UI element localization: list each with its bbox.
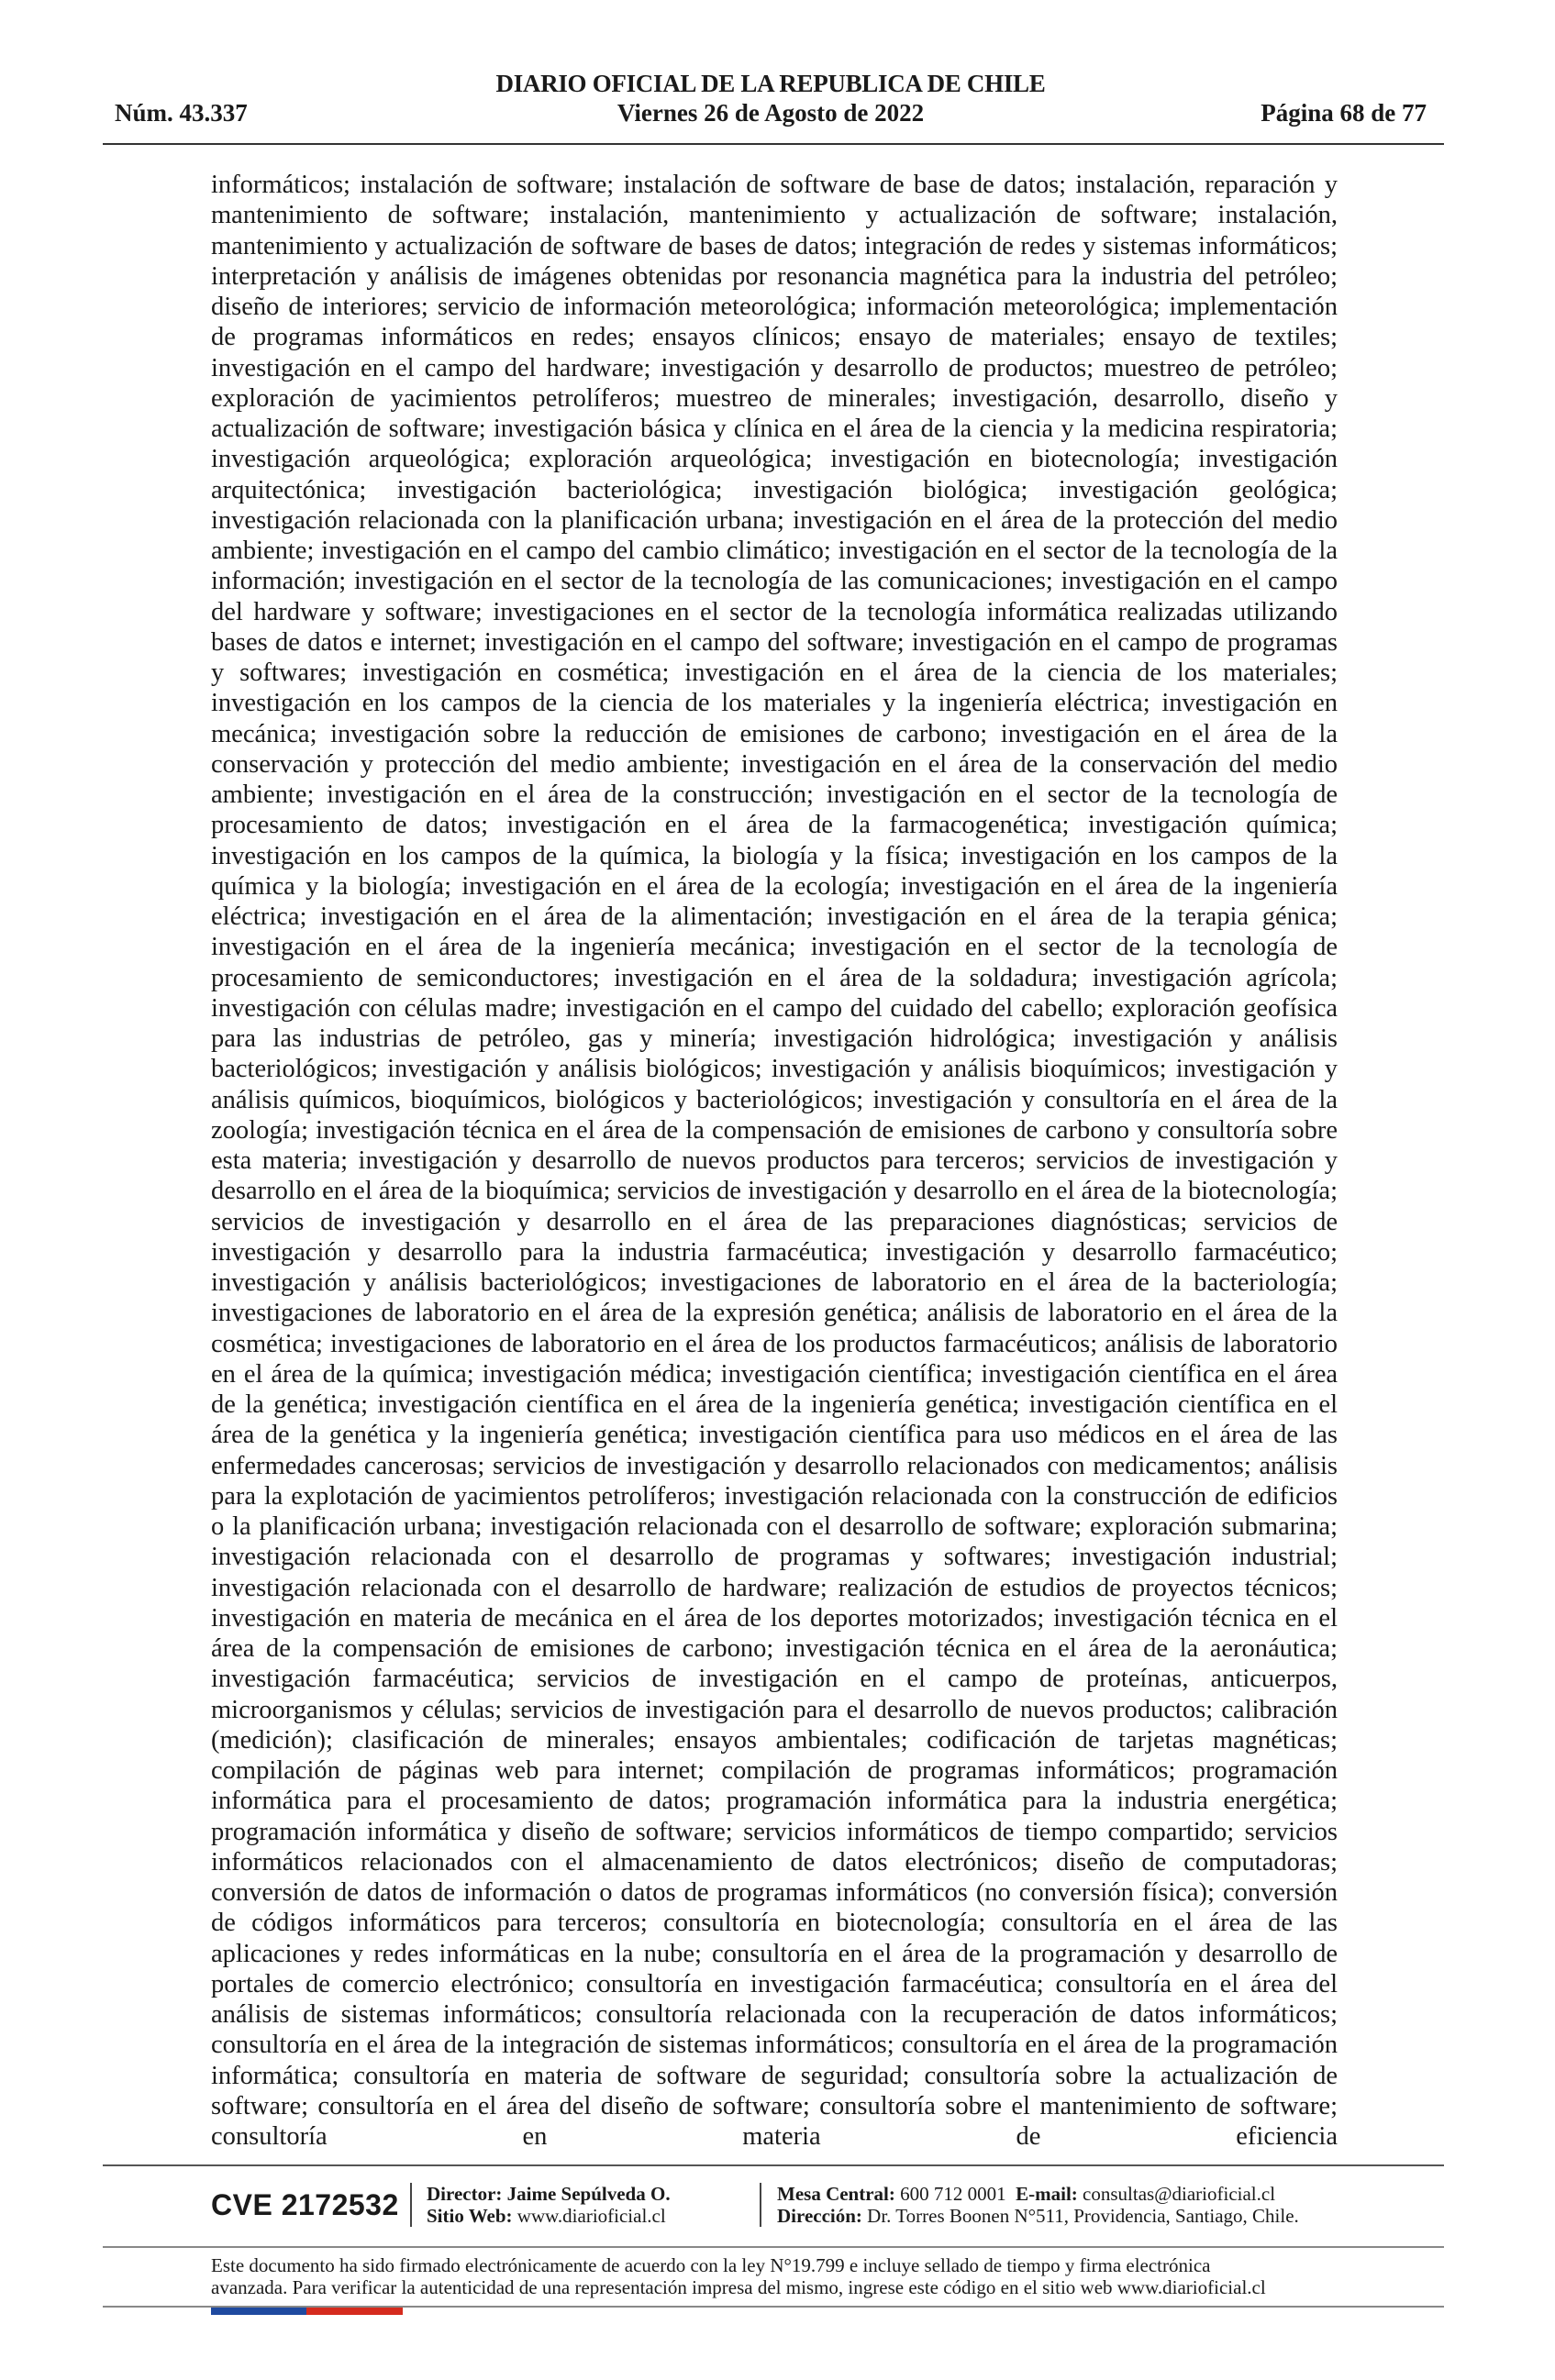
header-divider [103,143,1444,145]
gazette-title: DIARIO OFICIAL DE LA REPUBLICA DE CHILE [495,70,1046,97]
cve-code: CVE 2172532 [211,2188,399,2221]
page-header [115,70,1427,134]
flag-stripe-blue [211,2308,306,2315]
email-link[interactable]: consultas@diarioficial.cl [1083,2183,1276,2205]
address-text: Dr. Torres Boonen N°511, Providencia, Santiago, Chile. [867,2205,1299,2227]
footer-separator [760,2183,761,2227]
website-label: Sitio Web: [427,2205,513,2227]
legal-line: avanzada. Para verificar la autenticidad de una representación impresa del mismo, ingrese este código en el sitio web www.diarioficial.cl [211,2276,1266,2298]
contact-line [777,2183,1299,2205]
address-line [777,2205,1299,2227]
footer-divider-top [103,2164,1444,2166]
phone-number: 600 712 0001 [900,2183,1006,2205]
website-link[interactable]: www.diarioficial.cl [516,2205,666,2227]
issue-number: Núm. 43.337 [115,99,248,127]
page-footer [206,2175,1390,2249]
phone-label: Mesa Central: [777,2183,895,2205]
website-line [427,2205,671,2227]
body-paragraph: informáticos; instalación de software; instalación de software de base de datos; instalación, reparación y mantenimiento de software; instalación, mantenimiento y actualización de software; instalación, mantenimiento y actualización de software de bases de datos; integración de redes y sistemas informáticos; interpretación y análisis de imágenes obtenidas por resonancia magnética para la industria del petróleo; diseño de interiores; servicio de información meteorológica; información meteorológica; implementación de programas informáticos en redes; ensayos clínicos; ensayo de materiales; ensayo de textiles; investigación en el campo del hardware; investigación y desarrollo de productos; muestreo de petróleo; exploración de yacimientos petrolíferos; muestreo de minerales; investigación, desarrollo, diseño y actualización de software; investigación básica y clínica en el área de la ciencia y la medicina respiratoria; investigación arqueológica; exploración arqueológica; investigación en biotecnología; investigación arquitectónica; investigación bacteriológica; investigación biológica; investigación geológica; investigación relacionada con la planificación urbana; investigación en el área de la protección del medio ambiente; investigación en el campo del cambio climático; investigación en el sector de la tecnología de la información; investigación en el sector de la tecnología de las comunicaciones; investigación en el campo del hardware y software; investigaciones en el sector de la tecnología informática realizadas utilizando bases de datos e internet; investigación en el campo del software; investigación en el campo de programas y softwares; investigación en cosmética; investigación en el área de la ciencia de los materiales; investigación en los campos de la ciencia de los materiales y la ingeniería eléctrica; investigación en mecánica; investigación sobre la reducción de emisiones de carbono; investigación en el área de la conservación y protección del medio ambiente; investigación en el área de la conservación del medio ambiente; investigación en el área de la construcción; investigación en el sector de la tecnología de procesamiento de datos; investigación en el área de la farmacogenética; investigación química; investigación en los campos de la química, la biología y la física; investigación en los campos de la química y la biología; investigación en el área de la ecología; investigación en el área de la ingeniería eléctrica; investigación en el área de la alimentación; investigación en el área de la terapia génica; investigación en el área de la ingeniería mecánica; investigación en el sector de la tecnología de procesamiento de semiconductores; investigación en el área de la soldadura; investigación agrícola; investigación con células madre; investigación en el campo del cuidado del cabello; exploración geofísica para las industrias de petróleo, gas y minería; investigación hidrológica; investigación y análisis bacteriológicos; investigación y análisis biológicos; investigación y análisis bioquímicos; investigación y análisis químicos, bioquímicos, biológicos y bacteriológicos; investigación y consultoría en el área de la zoología; investigación técnica en el área de la compensación de emisiones de carbono y consultoría sobre esta materia; investigación y desarrollo de nuevos productos para terceros; servicios de investigación y desarrollo en el área de la bioquímica; servicios de investigación y desarrollo en el área de la biotecnología; servicios de investigación y desarrollo en el área de las preparaciones diagnósticas; servicios de investigación y desarrollo para la industria farmacéutica; investigación y desarrollo farmacéutico; investigación y análisis bacteriológicos; investigaciones de laboratorio en el área de la bacteriología; investigaciones de laboratorio en el área de la expresión genética; análisis de laboratorio en el área de la cosmética; investigaciones de laboratorio en el área de los productos farmacéuticos; análisis de laboratorio en el área de la química; investigación médica; investigación científica; investigación científica en el área de la genética; investigación científica en el área de la ingeniería genética; investigación científica en el área de la genética y la ingeniería genética; investigación científica para uso médicos en el área de las enfermedades cancerosas; servicios de investigación y desarrollo relacionados con medicamentos; análisis para la explotación de yacimientos petrolíferos; investigación relacionada con la construcción de edificios o la planificación urbana; investigación relacionada con el desarrollo de software; exploración submarina; investigación relacionada con el desarrollo de programas y softwares; investigación industrial; investigación relacionada con el desarrollo de hardware; realización de estudios de proyectos técnicos; investigación en materia de mecánica en el área de los deportes motorizados; investigación técnica en el área de la compensación de emisiones de carbono; investigación técnica en el área de la aeronáutica; investigación farmacéutica; servicios de investigación en el campo de proteínas, anticuerpos, microorganismos y células; servicios de investigación para el desarrollo de nuevos productos; calibración (medición); clasificación de minerales; ensayos ambientales; codificación de tarjetas magnéticas; compilación de páginas web para internet; compilación de programas informáticos; programación informática para el procesamiento de datos; programación informática para la industria energética; programación informática y diseño de software; servicios informáticos de tiempo compartido; servicios informáticos relacionados con el almacenamiento de datos electrónicos; diseño de computadoras; conversión de datos de información o datos de programas informáticos (no conversión física); conversión de códigos informáticos para terceros; consultoría en biotecnología; consultoría en el área de las aplicaciones y redes informáticas en la nube; consultoría en el área de la programación y desarrollo de portales de comercio electrónico; consultoría en investigación farmacéutica; consultoría en el área del análisis de sistemas informáticos; consultoría relacionada con la recuperación de datos informáticos; consultoría en el área de la integración de sistemas informáticos; consultoría en el área de la programación informática; consultoría en materia de software de seguridad; consultoría sobre la actualización de software; consultoría en el área del diseño de software; consultoría sobre el mantenimiento de software; consultoría en materia de eficiencia [211,171,1338,2151]
director-name: Jaime Sepúlveda O. [506,2183,671,2205]
director-label: Director: [427,2183,503,2205]
address-label: Dirección: [777,2205,862,2227]
flag-stripe-red [306,2308,403,2315]
footer-contact-block [777,2183,1299,2227]
director-line [427,2183,671,2205]
legal-notice [211,2254,1367,2298]
email-label: E-mail: [1016,2183,1078,2205]
page-number: Página 68 de 77 [1261,99,1427,127]
footer-separator [410,2183,412,2227]
footer-divider-middle [103,2246,1444,2248]
legal-line: Este documento ha sido firmado electrónicamente de acuerdo con la ley N°19.799 e incluye sellado de tiempo y firma electrónica [211,2254,1211,2276]
issue-date: Viernes 26 de Agosto de 2022 [616,99,925,127]
footer-director-block [427,2183,671,2227]
